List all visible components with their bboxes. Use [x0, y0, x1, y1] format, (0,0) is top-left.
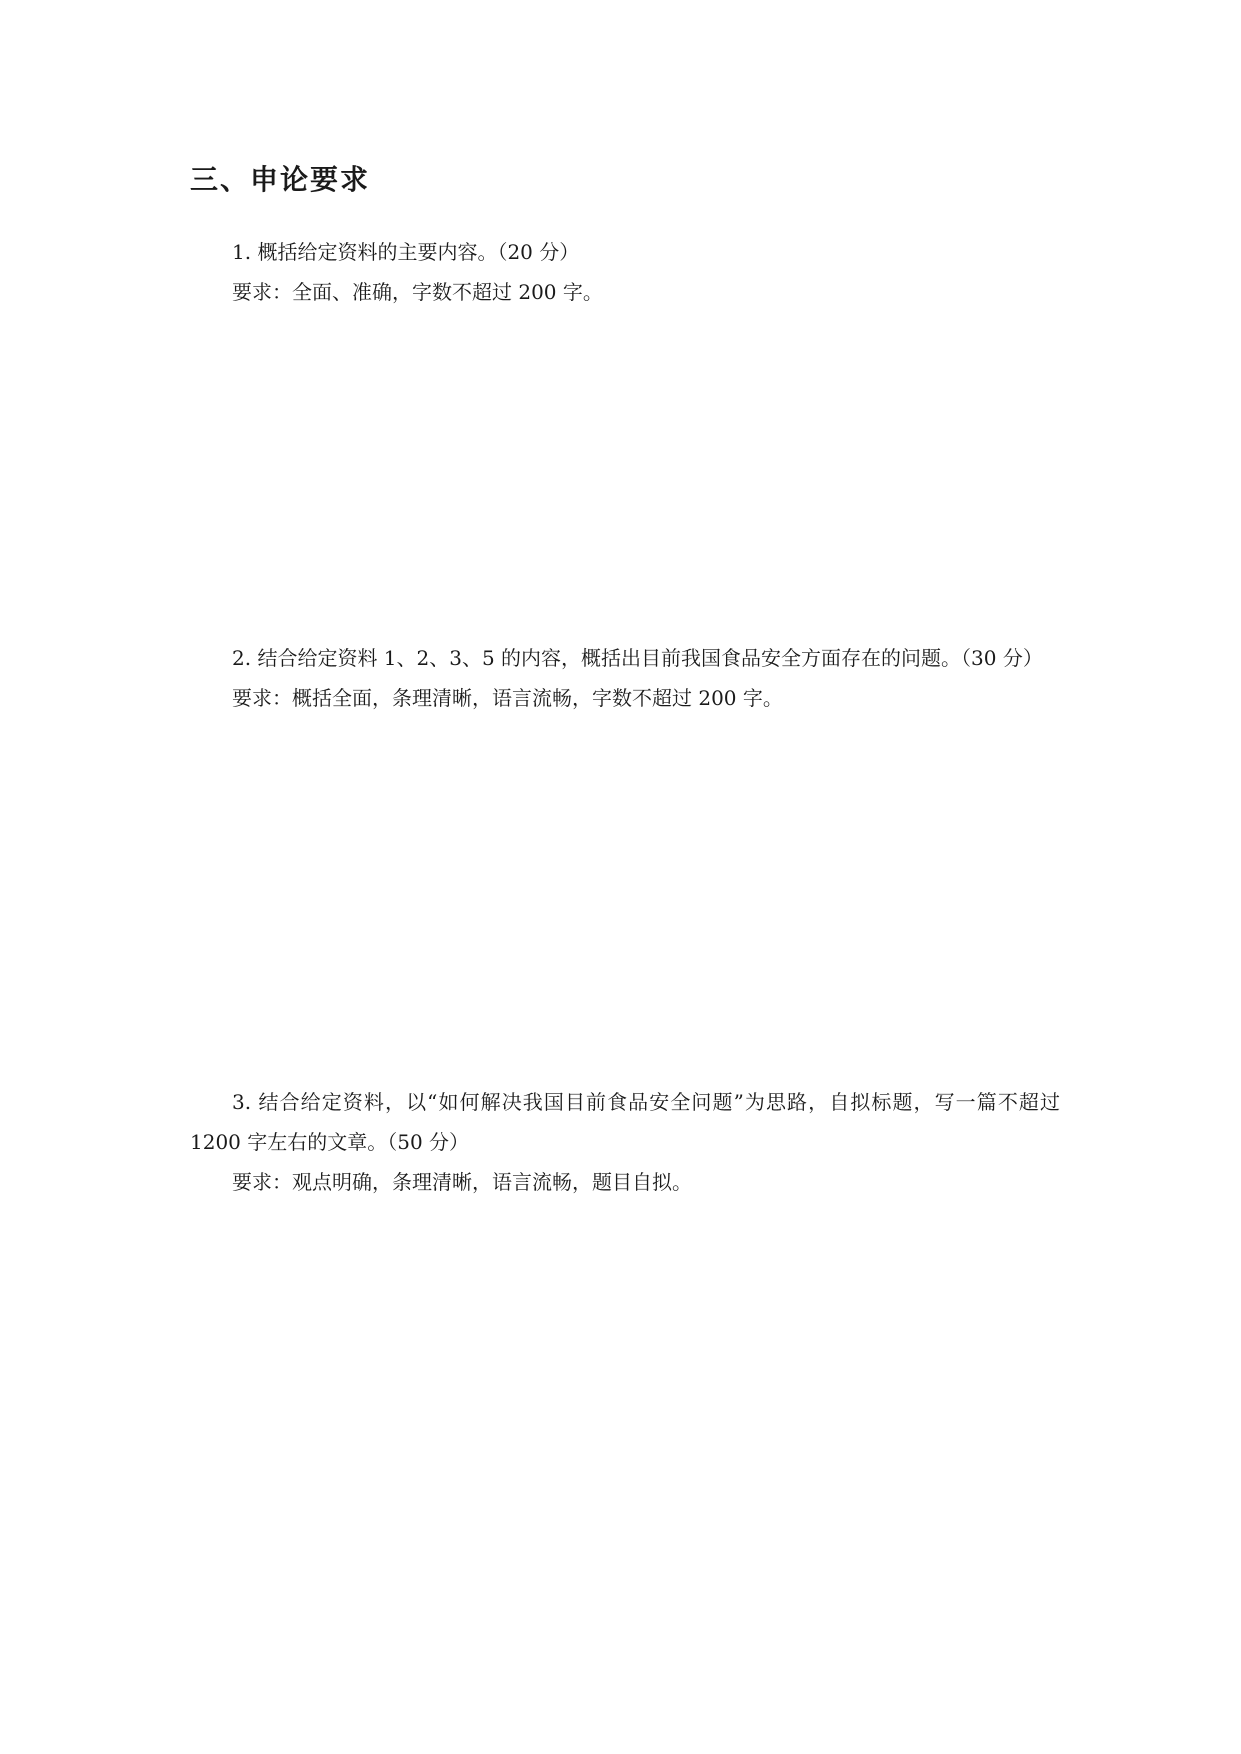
- section-title: 三、申论要求: [190, 163, 371, 196]
- question-2: [190, 638, 1060, 718]
- question-3-requirement: 要求：观点明确，条理清晰，语言流畅，题目自拟。: [232, 1170, 692, 1194]
- question-3-prompt: 3. 结合给定资料，以“如何解决我国目前食品安全问题”为思路，自拟标题，写一篇不超过 1200 字左右的文章。（50 分）: [190, 1090, 1060, 1154]
- question-3: [190, 1082, 1060, 1202]
- question-1: [190, 232, 1060, 312]
- question-1-requirement: 要求：全面、准确，字数不超过 200 字。: [232, 280, 603, 304]
- question-2-prompt: 2. 结合给定资料 1、2、3、5 的内容，概括出目前我国食品安全方面存在的问题。（30 分）: [232, 646, 1043, 670]
- question-2-requirement: 要求：概括全面，条理清晰，语言流畅，字数不超过 200 字。: [232, 686, 783, 710]
- question-1-prompt: 1. 概括给定资料的主要内容。（20 分）: [232, 240, 580, 264]
